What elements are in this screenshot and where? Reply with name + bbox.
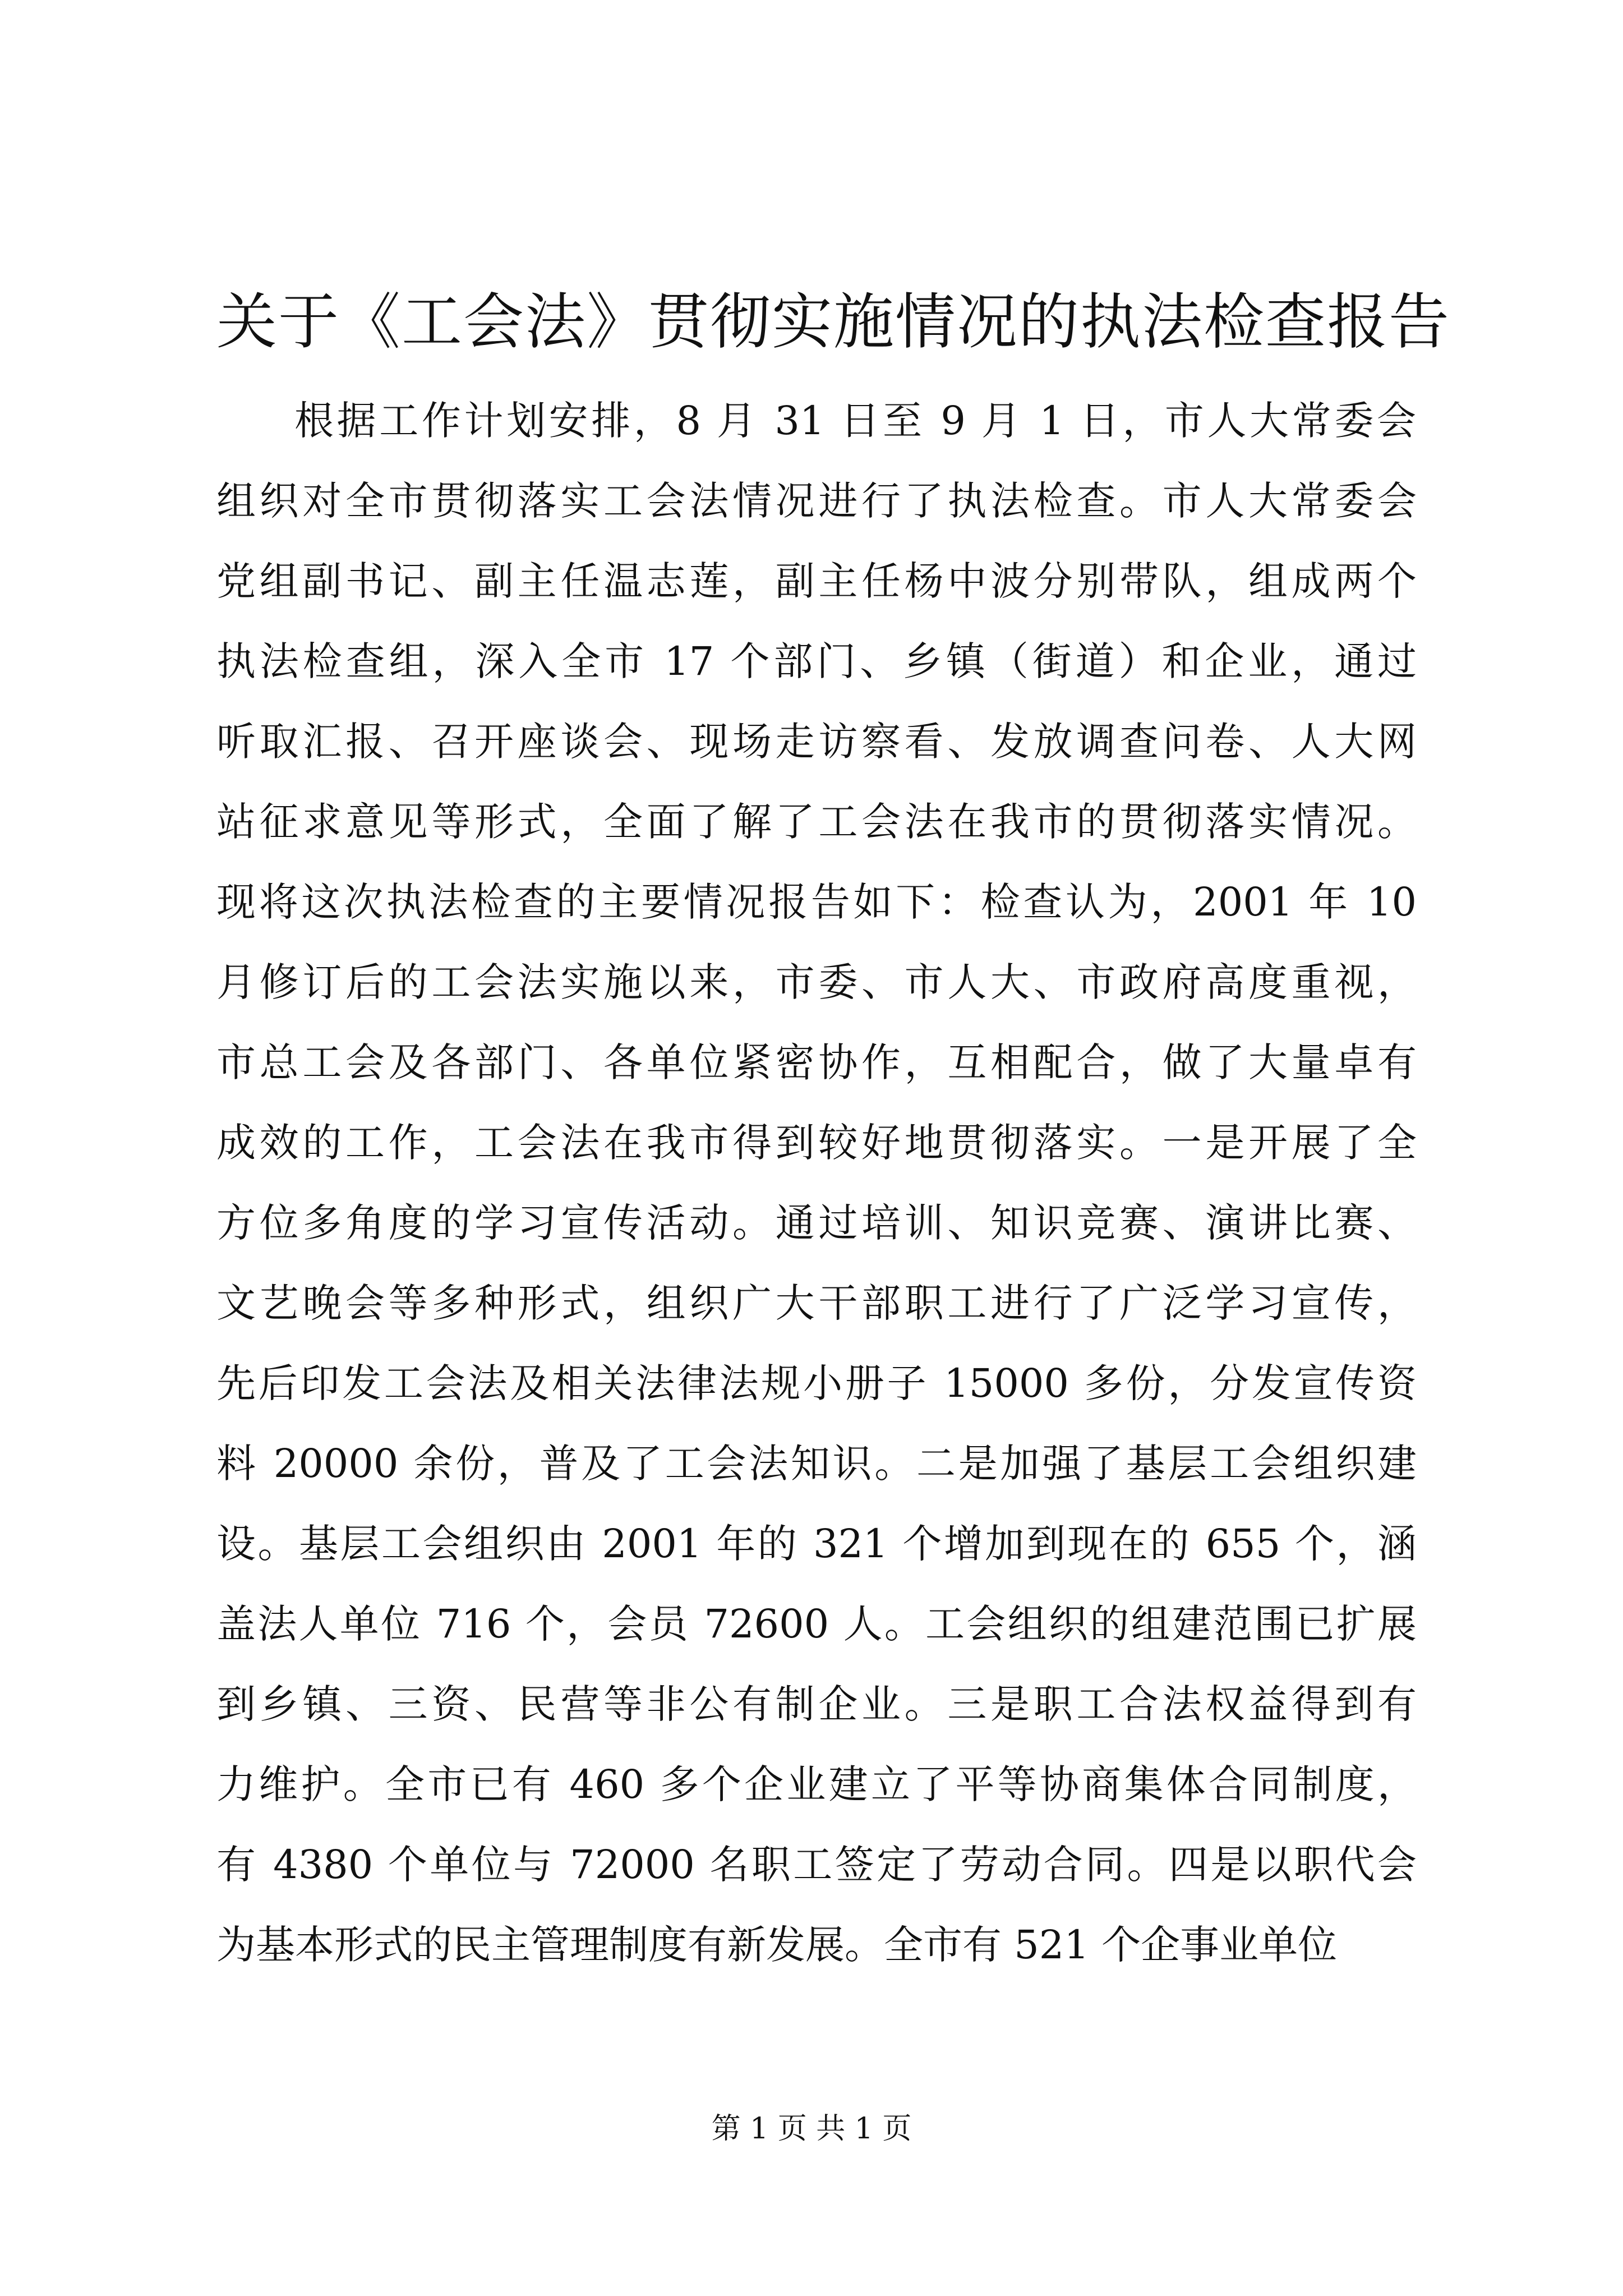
body-line: 方位多角度的学习宣传活动。通过培训、知识竞赛、演讲比赛、: [216, 1200, 1417, 1246]
body-line: 为基本形式的民主管理制度有新发展。全市有 521 个企事业单位: [216, 1922, 1338, 1968]
body-line: 市总工会及各部门、各单位紧密协作，互相配合，做了大量卓有: [216, 1039, 1417, 1085]
body-line: 现将这次执法检查的主要情况报告如下：检查认为，2001 年 10: [216, 879, 1417, 925]
body-line: 听取汇报、召开座谈会、现场走访察看、发放调查问卷、人大网: [216, 719, 1417, 765]
body-line: 站征求意见等形式，全面了解了工会法在我市的贯彻落实情况。: [216, 799, 1417, 845]
body-line: 文艺晚会等多种形式，组织广大干部职工进行了广泛学习宣传，: [216, 1280, 1417, 1326]
body-line: 党组副书记、副主任温志莲，副主任杨中波分别带队，组成两个: [216, 558, 1417, 604]
body-line: 力维护。全市已有 460 多个企业建立了平等协商集体合同制度，: [216, 1761, 1417, 1807]
page-footer: 第 1 页 共 1 页: [711, 2112, 912, 2146]
body-line: 根据工作计划安排，8 月 31 日至 9 月 1 日，市人大常委会: [294, 398, 1416, 444]
body-line: 月修订后的工会法实施以来，市委、市人大、市政府高度重视，: [216, 959, 1417, 1005]
body-line: 设。基层工会组织由 2001 年的 321 个增加到现在的 655 个，涵: [216, 1521, 1417, 1567]
body-line: 组织对全市贯彻落实工会法情况进行了执法检查。市人大常委会: [216, 478, 1417, 524]
body-line: 到乡镇、三资、民营等非公有制企业。三是职工合法权益得到有: [216, 1681, 1417, 1727]
body-line: 先后印发工会法及相关法律法规小册子 15000 多份，分发宣传资: [216, 1360, 1417, 1406]
body-line: 成效的工作，工会法在我市得到较好地贯彻落实。一是开展了全: [216, 1120, 1417, 1166]
body-line: 盖法人单位 716 个，会员 72600 人。工会组织的组建范围已扩展: [216, 1601, 1417, 1647]
body-line: 执法检查组，深入全市 17 个部门、乡镇（街道）和企业，通过: [216, 638, 1417, 684]
document-title: 关于《工会法》贯彻实施情况的执法检查报告: [216, 287, 1451, 357]
body-line: 料 20000 余份，普及了工会法知识。二是加强了基层工会组织建: [216, 1441, 1417, 1487]
body-line: 有 4380 个单位与 72000 名职工签定了劳动合同。四是以职代会: [216, 1842, 1417, 1888]
